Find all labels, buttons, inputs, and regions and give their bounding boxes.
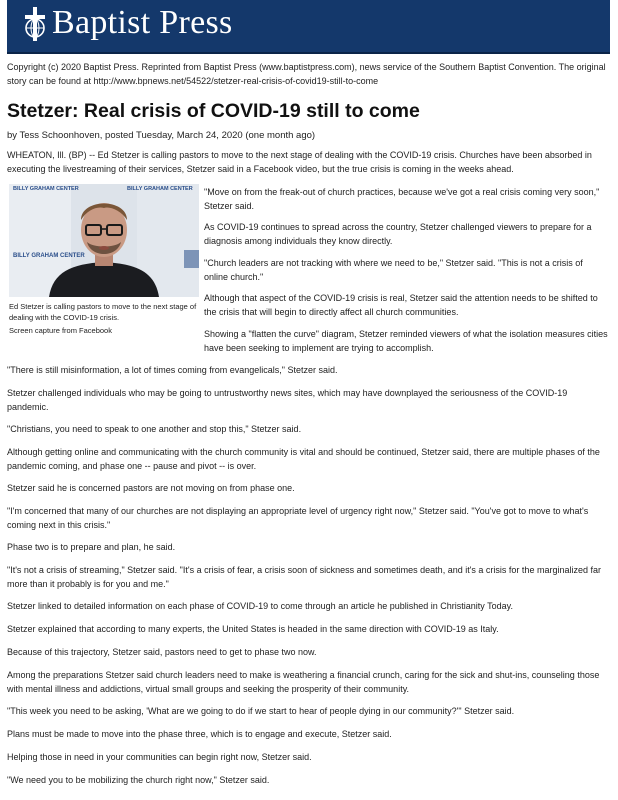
backdrop-text-left: BILLY GRAHAM CENTER	[13, 186, 79, 192]
caption-text: Ed Stetzer is calling pastors to move to the next stage of dealing with the COVID-19 crisis.	[9, 302, 197, 322]
body-paragraph: Plans must be made to move into the phase three, which is to engage and execute, Stetzer said.	[7, 729, 392, 739]
body-paragraph: Stetzer challenged individuals who may be going to untrustworthy news sites, which may have downplayed the seriousness of the COVID-19 pandemic.	[7, 388, 568, 412]
article-headline: Stetzer: Real crisis of COVID-19 still to come	[7, 100, 420, 122]
backdrop-text-lower: BILLY GRAHAM CENTER	[13, 253, 85, 259]
side-paragraph: As COVID-19 continues to spread across the country, Stetzer challenged viewers to prepare for a diagnosis among individuals they know directly.	[204, 222, 592, 246]
body-paragraph: Although getting online and communicating with the church community is vital and should be continued, Stetzer said, there are multiple phases of the pandemic coming, and phase one -- pause and pivot -- is over.	[7, 447, 600, 471]
brand-name[interactable]: Baptist Press	[52, 4, 233, 41]
article-byline: by Tess Schoonhoven, posted Tuesday, March 24, 2020 (one month ago)	[7, 130, 316, 141]
body-paragraph: "Christians, you need to speak to one another and stop this," Stetzer said.	[7, 424, 302, 434]
body-paragraph: "We need you to be mobilizing the church right now," Stetzer said.	[7, 775, 270, 785]
video-still-illustration	[9, 184, 199, 297]
body-paragraph: Helping those in need in your communities can begin right now, Stetzer said.	[7, 752, 312, 762]
side-paragraph: "Move on from the freak-out of church practices, because we've got a real crisis coming very soon," Stetzer said.	[204, 187, 600, 211]
body-paragraph: Because of this trajectory, Stetzer said, pastors need to get to phase two now.	[7, 647, 317, 657]
copyright-notice: Copyright (c) 2020 Baptist Press. Reprinted from Baptist Press (www.baptistpress.com), news service of the Southern Baptist Convention. The original story can be found at http://www.bpnews.net/54522/stetzer-real-crisis-of-covid19-still-to-come	[7, 62, 606, 86]
masthead	[7, 0, 610, 54]
photo-caption	[9, 301, 201, 336]
article-photo	[9, 184, 199, 297]
body-paragraph: "It's not a crisis of streaming," Stetzer said. "It's a crisis of fear, a crisis soon of sickness and sometimes death, and it's a crisis for the marginalized far more than it probably is for you and me."	[7, 565, 601, 589]
body-paragraph: Stetzer said he is concerned pastors are not moving on from phase one.	[7, 483, 295, 493]
body-paragraph: "I'm concerned that many of our churches are not displaying an appropriate level of urgency right now," Stetzer said. "You've got to move to what's coming next in this crisis."	[7, 506, 589, 530]
body-paragraph: Stetzer explained that according to many experts, the United States is headed in the same direction with COVID-19 as Italy.	[7, 624, 499, 634]
photo-credit: Screen capture from Facebook	[9, 326, 112, 335]
side-paragraph: Showing a "flatten the curve" diagram, Stetzer reminded viewers of what the isolation measures cities have been seeking to implement are trying to accomplish.	[204, 329, 608, 353]
side-paragraph: "Church leaders are not tracking with where we need to be," Stetzer said. "This is not a crisis of online church."	[204, 258, 583, 282]
cross-globe-logo-icon	[22, 6, 48, 42]
body-paragraph: Phase two is to prepare and plan, he said.	[7, 542, 176, 552]
body-paragraph: Among the preparations Stetzer said church leaders need to make is weathering a financial crunch, caring for the sick and shut-ins, counseling those with mental illness and addictions, virtual small groups and seeking the prosperity of their community.	[7, 670, 600, 694]
lead-paragraph: WHEATON, Ill. (BP) -- Ed Stetzer is calling pastors to move to the next stage of dealing with the COVID-19 crisis. Churches have been absorbed in executing the livestreaming of their services, Stetzer said in a Facebook video, but the true crisis is coming in the weeks ahead.	[7, 150, 592, 174]
side-paragraph: Although that aspect of the COVID-19 crisis is real, Stetzer said the attention needs to be shifted to the crisis that will begin to directly affect all church communities.	[204, 293, 598, 317]
body-paragraph: "There is still misinformation, a lot of times coming from evangelicals," Stetzer said.	[7, 365, 338, 375]
backdrop-text-right: BILLY GRAHAM CENTER	[127, 186, 193, 192]
body-paragraph: Stetzer linked to detailed information on each phase of COVID-19 to come through an article he published in Christianity Today.	[7, 601, 513, 611]
body-paragraph: "This week you need to be asking, 'What are we going to do if we start to hear of people dying in our community?'" Stetzer said.	[7, 706, 515, 716]
